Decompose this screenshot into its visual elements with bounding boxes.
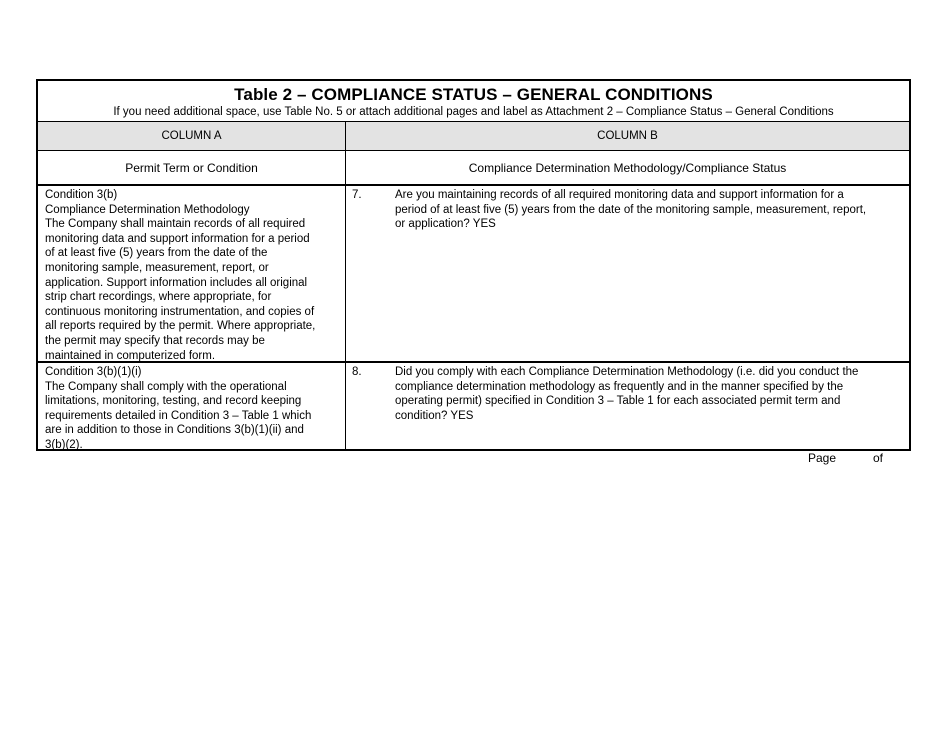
condition-line: limitations, monitoring, testing, and record keeping bbox=[45, 395, 302, 408]
question-number: 8. bbox=[352, 366, 362, 378]
compliance-table bbox=[36, 79, 911, 451]
column-a-subheader: Permit Term or Condition bbox=[38, 151, 346, 184]
condition-line: requirements detailed in Condition 3 – Table 1 which bbox=[45, 409, 312, 422]
condition-line: Compliance Determination Methodology bbox=[45, 203, 250, 216]
of-label: of bbox=[873, 451, 884, 465]
condition-line: Condition 3(b) bbox=[45, 189, 118, 201]
question-text bbox=[395, 365, 897, 449]
condition-line: The Company shall comply with the operational bbox=[45, 380, 287, 393]
condition-line: monitoring sample, measurement, report, or bbox=[45, 261, 269, 274]
table-title-block bbox=[38, 81, 909, 122]
question-line: Are you maintaining records of all required monitoring data and support information for a bbox=[395, 189, 844, 201]
permit-condition-cell bbox=[38, 363, 346, 449]
table-row bbox=[38, 363, 909, 449]
permit-condition-cell bbox=[38, 186, 346, 361]
condition-line: the permit may specify that records may be bbox=[45, 334, 265, 347]
column-header-row bbox=[38, 122, 909, 151]
page-label: Page bbox=[808, 451, 837, 465]
condition-line: strip chart recordings, where appropriate, for bbox=[45, 291, 272, 304]
condition-line: application. Support information includes all original bbox=[45, 276, 308, 289]
question-line: Did you comply with each Compliance Determination Methodology (i.e. did you conduct the bbox=[395, 366, 859, 378]
condition-line: 3(b)(2). bbox=[45, 438, 83, 451]
compliance-status-cell bbox=[346, 186, 909, 361]
column-b-header: COLUMN B bbox=[597, 130, 658, 142]
table-row bbox=[38, 186, 909, 363]
condition-line: The Company shall maintain records of all required bbox=[45, 218, 306, 231]
condition-line: monitoring data and support information for a period bbox=[45, 232, 310, 245]
compliance-status-cell bbox=[346, 363, 909, 449]
column-subheader-row bbox=[38, 151, 909, 186]
condition-line: all reports required by the permit. Where appropriate, bbox=[45, 320, 316, 333]
question-text bbox=[395, 188, 897, 361]
column-a-header: COLUMN A bbox=[38, 122, 346, 150]
condition-line: maintained in computerized form. bbox=[45, 349, 216, 362]
question-line: or application? YES bbox=[395, 218, 496, 231]
table-subtitle: If you need additional space, use Table No. 5 or attach additional pages and label as Attachment 2 – Compliance Status – General Conditions bbox=[113, 106, 834, 118]
question-line: operating permit) specified in Condition 3 – Table 1 for each associated permit term and bbox=[395, 395, 841, 408]
column-b-subheader: Compliance Determination Methodology/Compliance Status bbox=[468, 160, 787, 175]
condition-line: continuous monitoring instrumentation, and copies of bbox=[45, 305, 315, 318]
page-footer bbox=[808, 451, 884, 465]
condition-line: Condition 3(b)(1)(i) bbox=[45, 366, 142, 378]
question-line: condition? YES bbox=[395, 409, 474, 422]
question-line: compliance determination methodology as frequently and in the manner specified by the bbox=[395, 380, 844, 393]
condition-line: of at least five (5) years from the date of the bbox=[45, 247, 268, 260]
question-line: period of at least five (5) years from the date of the monitoring sample, measurement, report, bbox=[395, 203, 867, 216]
table-title: Table 2 – COMPLIANCE STATUS – GENERAL CONDITIONS bbox=[234, 85, 713, 104]
question-number: 7. bbox=[352, 189, 362, 201]
condition-line: are in addition to those in Conditions 3(b)(1)(ii) and bbox=[45, 424, 304, 437]
